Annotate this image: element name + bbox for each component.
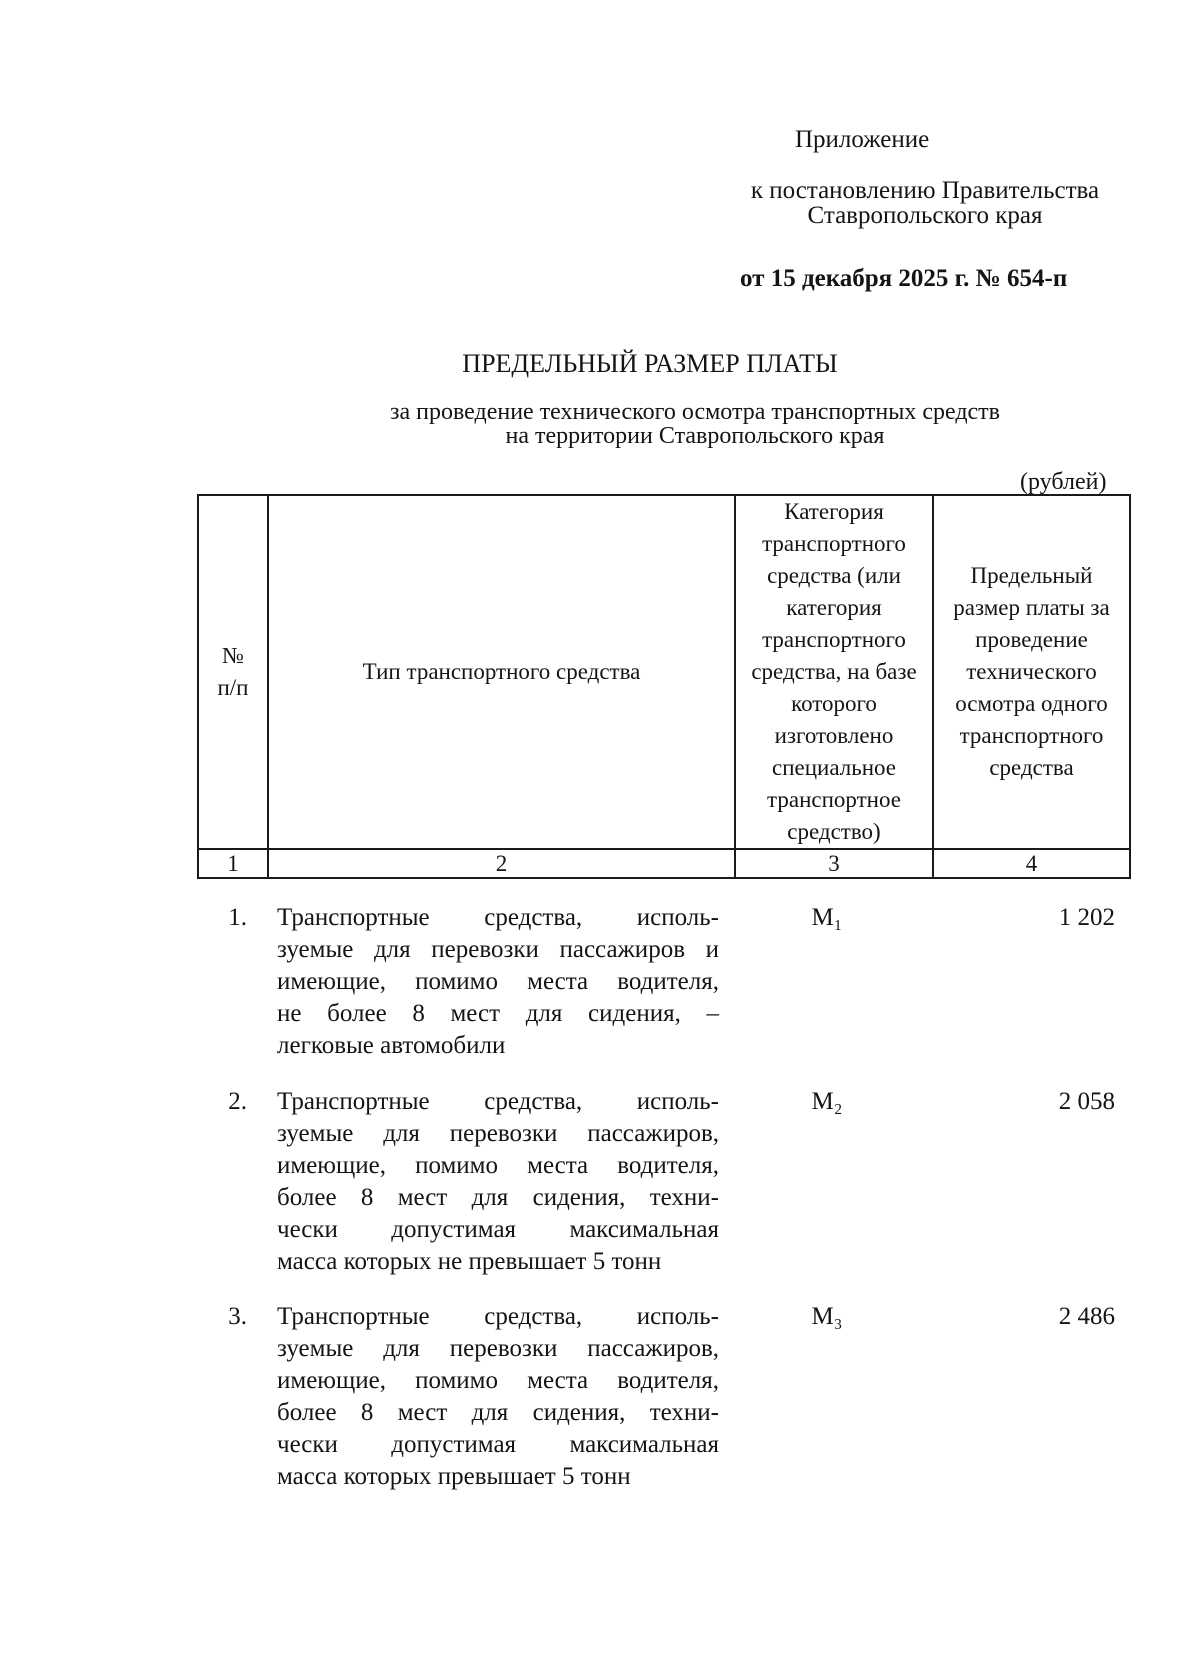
row-category: M₁ xyxy=(811,904,843,931)
row-text-line: масса которых превышает 5 тонн xyxy=(277,1463,631,1490)
document-subtitle-line-2: на территории Ставропольского края xyxy=(505,423,885,449)
row-text-line: чески допустимая максимальная xyxy=(277,1216,719,1243)
header-fee-limit: Предельный размер платы за проведение технического осмотра одного транспортного средства xyxy=(933,495,1130,849)
appendix-reference-line-1: к постановлению Правительства xyxy=(750,177,1100,204)
appendix-date: от 15 декабря 2025 г. № 654-п xyxy=(740,265,1068,292)
row-text-line: имеющие, помимо места водителя, xyxy=(277,1152,719,1179)
document-title: ПРЕДЕЛЬНЫЙ РАЗМЕР ПЛАТЫ xyxy=(462,349,838,378)
row-text-line: Транспортные средства, исполь- xyxy=(277,1088,719,1115)
row-fee: 1 202 xyxy=(1058,904,1115,931)
row-text-line: не более 8 мест для сидения, – xyxy=(277,1000,719,1027)
document-subtitle xyxy=(0,400,1200,448)
appendix-title: Приложение xyxy=(795,126,930,153)
row-fee: 2 486 xyxy=(1058,1303,1115,1330)
table-header xyxy=(197,494,1131,879)
appendix-reference-line-2: Ставропольского края xyxy=(807,202,1043,229)
column-number-3: 3 xyxy=(735,849,933,878)
row-text-line: более 8 мест для сидения, техни- xyxy=(277,1184,719,1211)
row-category: M₂ xyxy=(811,1088,843,1115)
row-number: 3. xyxy=(228,1303,247,1330)
column-number-1: 1 xyxy=(198,849,268,878)
appendix-reference xyxy=(700,178,1150,228)
row-category: M₃ xyxy=(811,1303,843,1330)
currency-unit: (рублей) xyxy=(1020,469,1107,495)
row-text-line: более 8 мест для сидения, техни- xyxy=(277,1399,719,1426)
row-vehicle-type xyxy=(277,902,719,1062)
row-number: 2. xyxy=(228,1088,247,1115)
column-number-2: 2 xyxy=(268,849,735,878)
row-text-line: легковые автомобили xyxy=(277,1032,506,1059)
row-text-line: зуемые для перевозки пассажиров и xyxy=(277,936,719,963)
header-vehicle-type: Тип транспортного средства xyxy=(268,495,735,849)
row-text-line: Транспортные средства, исполь- xyxy=(277,1303,719,1330)
column-number-4: 4 xyxy=(933,849,1130,878)
row-text-line: имеющие, помимо места водителя, xyxy=(277,1367,719,1394)
row-fee: 2 058 xyxy=(1058,1088,1115,1115)
row-text-line: чески допустимая максимальная xyxy=(277,1431,719,1458)
row-text-line: Транспортные средства, исполь- xyxy=(277,904,719,931)
row-text-line: имеющие, помимо места водителя, xyxy=(277,968,719,995)
header-category: Категория транспортного средства (или категория транспортного средства, на базе которого изготовлено специальное транспортное средство) xyxy=(735,495,933,849)
row-vehicle-type xyxy=(277,1086,719,1278)
row-text-line: зуемые для перевозки пассажиров, xyxy=(277,1335,719,1362)
row-text-line: зуемые для перевозки пассажиров, xyxy=(277,1120,719,1147)
row-vehicle-type xyxy=(277,1301,719,1493)
document-subtitle-line-1: за проведение технического осмотра транспортных средств xyxy=(389,399,1001,425)
header-number: № п/п xyxy=(198,495,268,849)
row-text-line: масса которых не превышает 5 тонн xyxy=(277,1248,662,1275)
row-number: 1. xyxy=(228,904,247,931)
